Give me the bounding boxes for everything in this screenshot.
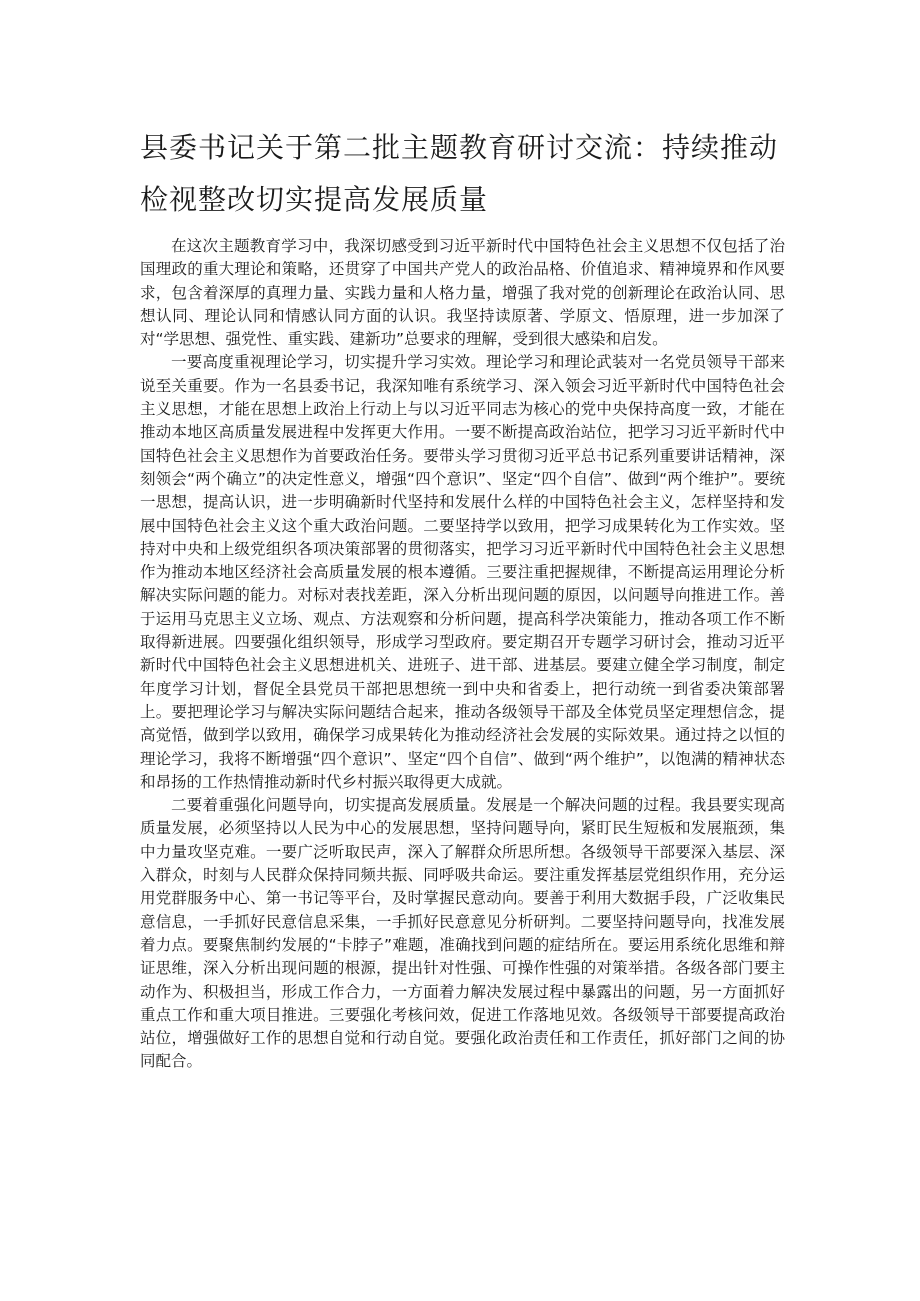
paragraph-intro: 在这次主题教育学习中，我深切感受到习近平新时代中国特色社会主义思想不仅包括了治国理政的重大理论和策略，还贯穿了中国共产党人的政治品格、价值追求、精神境界和作风要求，包含着深厚的真理力量、实践力量和人格力量，增强了我对党的创新理论在政治认同、思想认同、理论认同和情感认同方面的认识。我坚持读原著、学原文、悟原理，进一步加深了对“学思想、强党性、重实践、建新功”总要求的理解，受到很大感染和启发。 — [140, 237, 785, 349]
document-title: 县委书记关于第二批主题教育研讨交流：持续推动检视整改切实提高发展质量 — [140, 131, 779, 216]
paragraph-theory-study: 一要高度重视理论学习，切实提升学习实效。理论学习和理论武装对一名党员领导干部来说至关重要。作为一名县委书记，我深知唯有系统学习、深入领会习近平新时代中国特色社会主义思想，才能在思想上政治上行动上与以习近平同志为核心的党中央保持高度一致，才能在推动本地区高质量发展进程中发挥更大作用。一要不断提高政治站位，把学习习近平新时代中国特色社会主义思想作为首要政治任务。要带头学习贯彻习近平总书记系列重要讲话精神，深刻领会“两个确立”的决定性意义，增强“四个意识”、坚定“四个自信”、做到“两个维护”。要统一思想，提高认识，进一步明确新时代坚持和发展什么样的中国特色社会主义，怎样坚持和发展中国特色社会主义这个重大政治问题。二要坚持学以致用，把学习成果转化为工作实效。坚持对中央和上级党组织各项决策部署的贯彻落实，把学习习近平新时代中国特色社会主义思想作为推动本地区经济社会高质量发展的根本遵循。三要注重把握规律，不断提高运用理论分析解决实际问题的能力。对标对表找差距，深入分析出现问题的原因，以问题导向推进工作。善于运用马克思主义立场、观点、方法观察和分析问题，提高科学决策能力，推动各项工作不断取得新进展。四要强化组织领导，形成学习型政府。要定期召开专题学习研讨会，推动习近平新时代中国特色社会主义思想进机关、进班子、进干部、进基层。要建立健全学习制度，制定年度学习计划，督促全县党员干部把思想统一到中央和省委上，把行动统一到省委决策部署上。要把理论学习与解决实际问题结合起来，推动各级领导干部及全体党员坚定理想信念，提高觉悟，做到学以致用，确保学习成果转化为推动经济社会发展的实际效果。通过持之以恒的理论学习，我将不断增强“四个意识”、坚定“四个自信”、做到“两个维护”，以饱满的精神状态和昂扬的工作热情推动新时代乡村振兴取得更大成就。 — [140, 353, 785, 791]
document-body — [140, 235, 785, 1074]
paragraph-problem-orientation: 二要着重强化问题导向，切实提高发展质量。发展是一个解决问题的过程。我县要实现高质量发展，必须坚持以人民为中心的发展思想，坚持问题导向，紧盯民生短板和发展瓶颈，集中力量攻坚克难。一要广泛听取民声，深入了解群众所思所想。各级领导干部要深入基层、深入群众，时刻与人民群众保持同频共振、同呼吸共命运。要注重发挥基层党组织作用，充分运用党群服务中心、第一书记等平台，及时掌握民意动向。要善于利用大数据手段，广泛收集民意信息，一手抓好民意信息采集，一手抓好民意意见分析研判。二要坚持问题导向，找准发展着力点。要聚焦制约发展的“卡脖子”难题，准确找到问题的症结所在。要运用系统化思维和辩证思维，深入分析出现问题的根源，提出针对性强、可操作性强的对策举措。各级各部门要主动作为、积极担当，形成工作合力，一方面着力解决发展过程中暴露出的问题，另一方面抓好重点工作和重大项目推进。三要强化考核问效，促进工作落地见效。各级领导干部要提高政治站位，增强做好工作的思想自觉和行动自觉。要强化政治责任和工作责任，抓好部门之间的协同配合。 — [140, 796, 785, 1071]
